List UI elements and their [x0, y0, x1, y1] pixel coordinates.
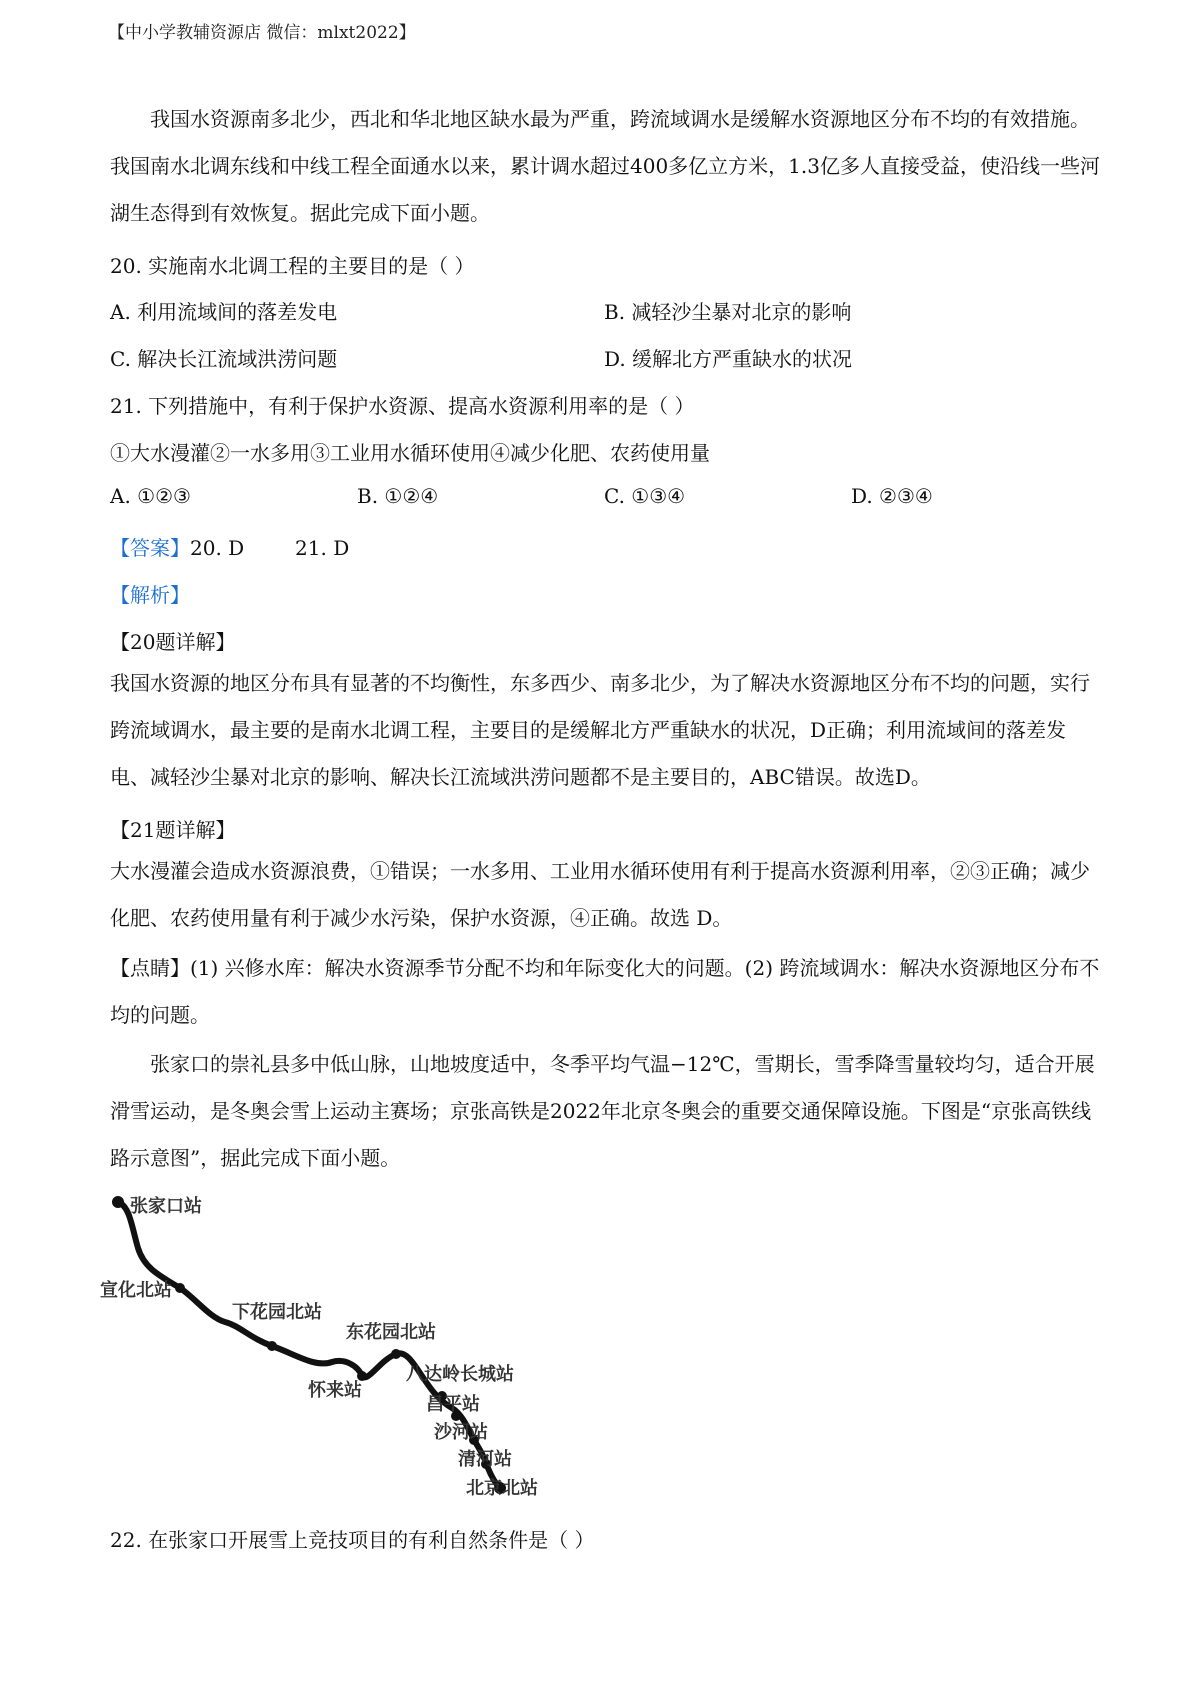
- q21-option-c: C. ①③④: [604, 484, 686, 508]
- station-dot-zhangjiakou: [112, 1196, 124, 1208]
- q21-option-a: A. ①②③: [110, 484, 191, 508]
- q21-items: ①大水漫灌②一水多用③工业用水循环使用④减少化肥、农药使用量: [110, 441, 710, 465]
- header-note: 【中小学教辅资源店 微信：mlxt2022】: [108, 23, 416, 43]
- station-label-badaling: 八达岭长城站: [406, 1364, 514, 1385]
- station-dot-xuanhua: [175, 1283, 185, 1293]
- station-label-donghuayuan: 东花园北站: [346, 1322, 436, 1343]
- q20-stem: 20. 实施南水北调工程的主要目的是（ ）: [110, 254, 475, 278]
- detail21-text: 大水漫灌会造成水资源浪费，①错误；一水多用、工业用水循环使用有利于提高水资源利用率，②③正确；减少化肥、农药使用量有利于减少水污染，保护水资源，④正确。故选 D。: [110, 859, 1090, 930]
- intro-paragraph-2: 张家口的崇礼县多中低山脉，山地坡度适中，冬季平均气温−12℃，雪期长，雪季降雪量较均匀，适合开展滑雪运动，是冬奥会雪上运动主赛场；京张高铁是2022年北京冬奥会的重要交通保障设施。下图是“京张高铁线路示意图”，据此完成下面小题。: [110, 1052, 1095, 1170]
- q20-option-a: A. 利用流域间的落差发电: [110, 300, 338, 324]
- station-label-changping: 昌平站: [426, 1394, 480, 1415]
- railway-route-map: [100, 1188, 620, 1498]
- q22-stem: 22. 在张家口开展雪上竞技项目的有利自然条件是（ ）: [110, 1528, 595, 1552]
- station-label-beijingbei: 北京北站: [466, 1478, 538, 1498]
- q20-option-b: B. 减轻沙尘暴对北京的影响: [604, 300, 852, 324]
- q21-option-d: D. ②③④: [851, 484, 933, 508]
- q21-stem: 21. 下列措施中，有利于保护水资源、提高水资源利用率的是（ ）: [110, 394, 695, 418]
- answer-tag: 【答案】: [110, 536, 190, 560]
- q21-option-b: B. ①②④: [357, 484, 439, 508]
- answer-line: [110, 532, 349, 561]
- railway-line: [118, 1202, 500, 1488]
- station-label-xuanhua: 宣化北站: [100, 1280, 172, 1301]
- q20-option-d: D. 缓解北方严重缺水的状况: [604, 347, 853, 371]
- analysis-tag: 【解析】: [110, 583, 190, 607]
- tip-text: 【点睛】(1) 兴修水库：解决水资源季节分配不均和年际变化大的问题。(2) 跨流域调水：解决水资源地区分布不均的问题。: [110, 956, 1100, 1027]
- station-label-qinghe: 清河站: [458, 1449, 512, 1470]
- answer-text: 20. D 21. D: [190, 536, 350, 560]
- station-label-xiahuayuan: 下花园北站: [232, 1302, 322, 1323]
- station-label-zhangjiakou: 张家口站: [130, 1196, 202, 1217]
- station-label-huailai: 怀来站: [308, 1380, 362, 1401]
- intro-paragraph-1: 我国水资源南多北少，西北和华北地区缺水最为严重，跨流域调水是缓解水资源地区分布不均的有效措施。我国南水北调东线和中线工程全面通水以来，累计调水超过400多亿立方米，1.3亿多人直接受益，使沿线一些河湖生态得到有效恢复。据此完成下面小题。: [110, 107, 1100, 225]
- detail20-heading: 【20题详解】: [110, 630, 236, 654]
- q20-option-c: C. 解决长江流域洪涝问题: [110, 347, 338, 371]
- route-svg: [100, 1188, 620, 1498]
- station-dot-donghuayuan: [391, 1349, 401, 1359]
- detail21-heading: 【21题详解】: [110, 818, 236, 842]
- detail20-text: 我国水资源的地区分布具有显著的不均衡性，东多西少、南多北少，为了解决水资源地区分布不均的问题，实行跨流域调水，最主要的是南水北调工程，主要目的是缓解北方严重缺水的状况，D正确；利用流域间的落差发电、减轻沙尘暴对北京的影响、解决长江流域洪涝问题都不是主要目的，ABC错误。故选D。: [110, 671, 1090, 789]
- station-dot-xiahuayuan: [267, 1341, 277, 1351]
- station-label-shahe: 沙河站: [434, 1422, 488, 1443]
